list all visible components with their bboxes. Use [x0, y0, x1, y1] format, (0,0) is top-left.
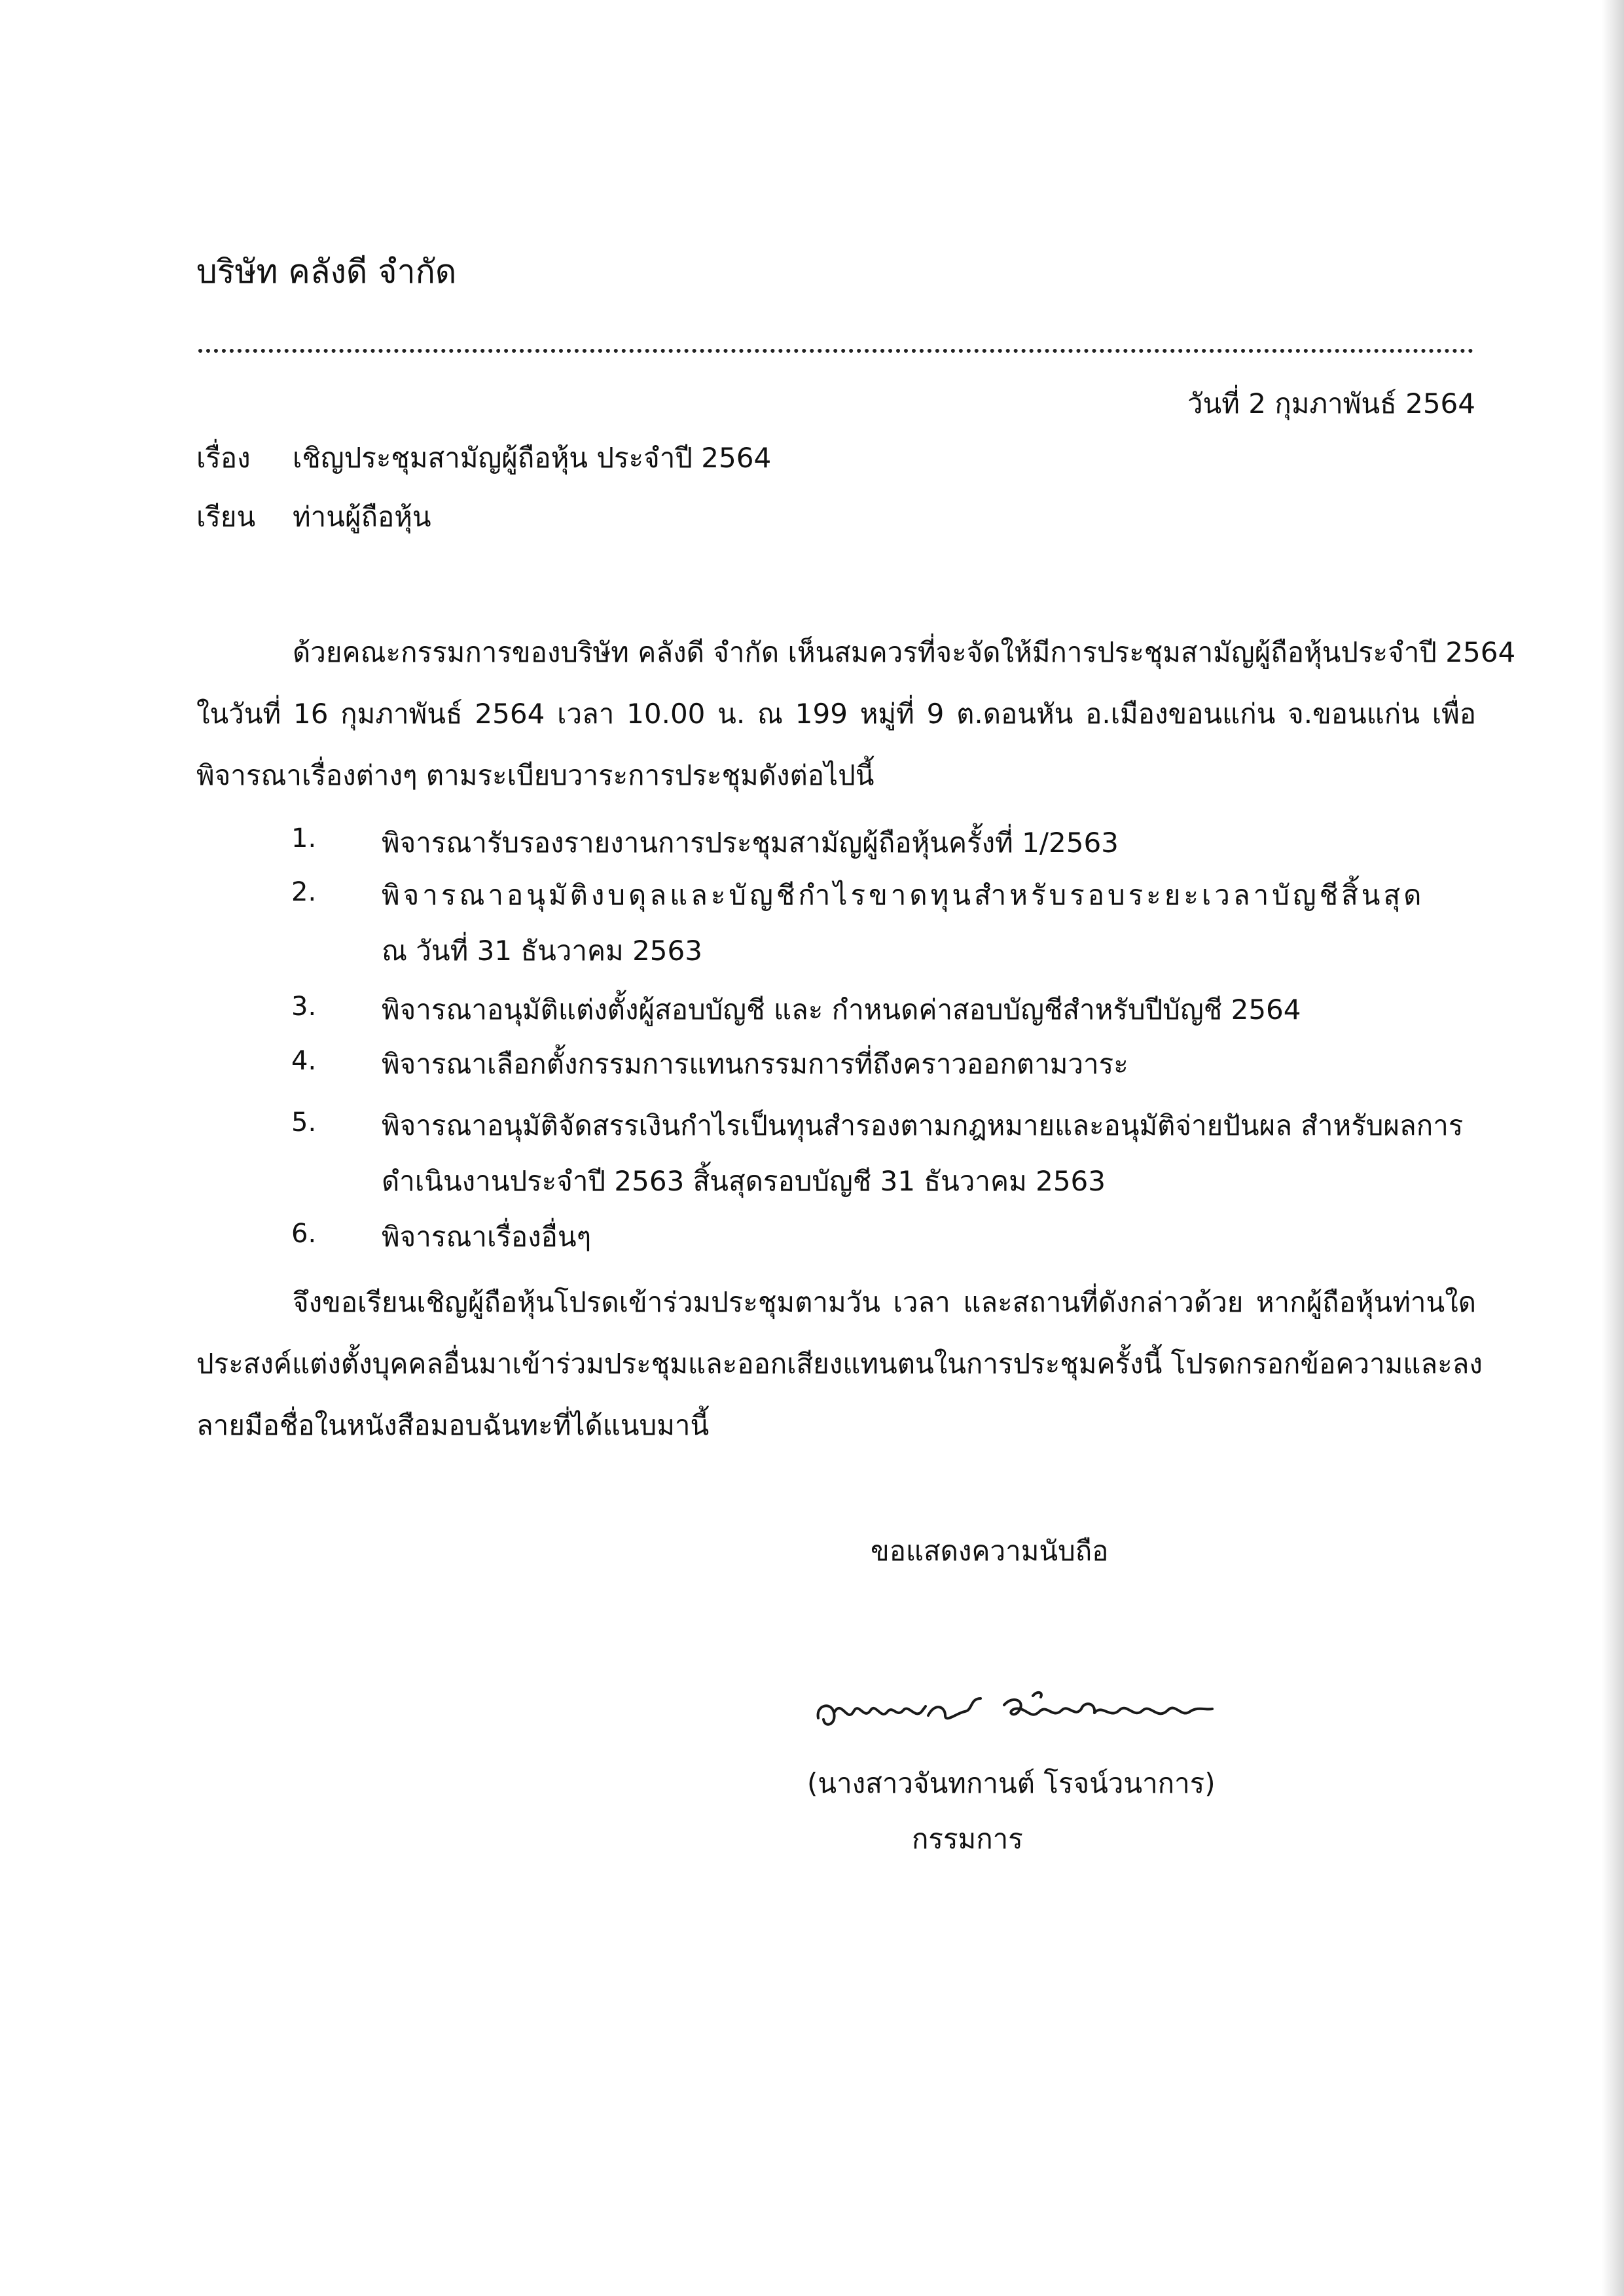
agenda-number-6: 6. — [291, 1219, 317, 1249]
recipient-label: เรียน — [196, 501, 256, 533]
signer-name: (นางสาวจันทกานต์ โรจน์วนาการ) — [807, 1767, 1216, 1799]
agenda-number-5: 5. — [291, 1107, 317, 1138]
invitation-line-3: ลายมือชื่อในหนังสือมอบฉันทะที่ได้แนบมานี้ — [196, 1409, 710, 1441]
closing-salutation: ขอแสดงความนับถือ — [871, 1535, 1109, 1567]
subject-label: เรื่อง — [196, 442, 251, 474]
page-edge-shadow — [1602, 0, 1624, 2296]
recipient-text: ท่านผู้ถือหุ้น — [293, 501, 431, 533]
agenda-item-1: พิจารณารับรองรายงานการประชุมสามัญผู้ถือหุ้นครั้งที่ 1/2563 — [382, 827, 1119, 859]
agenda-number-2: 2. — [291, 877, 317, 907]
agenda-number-3: 3. — [291, 992, 317, 1022]
agenda-item-5-line-2: ดำเนินงานประจำปี 2563 สิ้นสุดรอบบัญชี 31 ธันวาคม 2563 — [382, 1165, 1106, 1197]
agenda-item-2-line-1: พิจารณาอนุมัติงบดุลและบัญชีกำไรขาดทุนสำหรับรอบระยะเวลาบัญชีสิ้นสุด — [382, 879, 1425, 911]
agenda-item-5-line-1: พิจารณาอนุมัติจัดสรรเงินกำไรเป็นทุนสำรองตามกฎหมายและอนุมัติจ่ายปันผล สำหรับผลการ — [382, 1109, 1464, 1141]
invitation-line-2: ประสงค์แต่งตั้งบุคคลอื่นมาเข้าร่วมประชุมและออกเสียงแทนตนในการประชุมครั้งนี้ โปรดกรอกข้อความและลง — [196, 1348, 1483, 1380]
intro-line-3: พิจารณาเรื่องต่างๆ ตามระเบียบวาระการประชุมดังต่อไปนี้ — [196, 759, 875, 791]
agenda-number-4: 4. — [291, 1046, 317, 1076]
signer-title: กรรมการ — [912, 1823, 1023, 1855]
intro-line-2: ในวันที่ 16 กุมภาพันธ์ 2564 เวลา 10.00 น. ณ 199 หมู่ที่ 9 ต.ดอนหัน อ.เมืองขอนแก่น จ.ขอนแก่น เพื่อ — [196, 698, 1476, 730]
subject-text: เชิญประชุมสามัญผู้ถือหุ้น ประจำปี 2564 — [293, 442, 772, 474]
company-name: บริษัท คลังดี จำกัด — [196, 253, 457, 291]
invitation-line-1: จึงขอเรียนเชิญผู้ถือหุ้นโปรดเข้าร่วมประชุมตามวัน เวลา และสถานที่ดังกล่าวด้วย หากผู้ถือหุ้นท่านใด — [293, 1286, 1476, 1318]
handwritten-signature — [810, 1672, 1242, 1744]
agenda-item-2-line-2: ณ วันที่ 31 ธันวาคม 2563 — [382, 935, 702, 967]
agenda-item-3: พิจารณาอนุมัติแต่งตั้งผู้สอบบัญชี และ กำหนดค่าสอบบัญชีสำหรับปีบัญชี 2564 — [382, 994, 1301, 1026]
agenda-item-6: พิจารณาเรื่องอื่นๆ — [382, 1221, 592, 1253]
dotted-divider — [198, 349, 1473, 353]
agenda-number-1: 1. — [291, 823, 317, 853]
intro-line-1: ด้วยคณะกรรมการของบริษัท คลังดี จำกัด เห็นสมควรที่จะจัดให้มีการประชุมสามัญผู้ถือหุ้นประจำปี 2564 — [293, 636, 1516, 668]
agenda-item-4: พิจารณาเลือกตั้งกรรมการแทนกรรมการที่ถึงคราวออกตามวาระ — [382, 1048, 1128, 1080]
letter-date: วันที่ 2 กุมภาพันธ์ 2564 — [1187, 387, 1475, 420]
